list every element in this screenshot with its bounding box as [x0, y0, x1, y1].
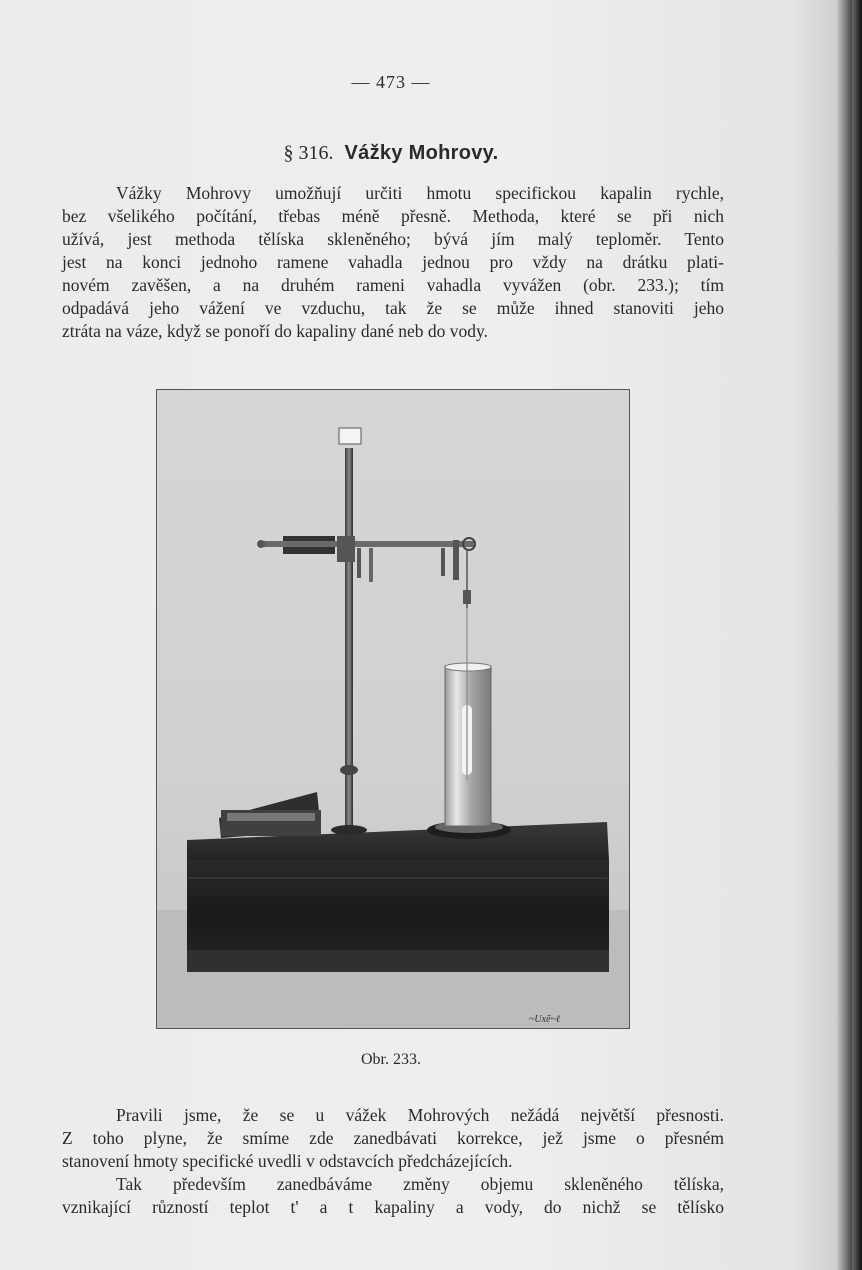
- paragraph-line: novém zavěšen, a na druhém rameni vahadla vyvážen (obr. 233.); tím: [62, 275, 724, 295]
- engraver-signature: ~Uxẽ~ℓ: [529, 1014, 561, 1025]
- paragraph-line: jest na konci jednoho ramene vahadla jednou pro vždy na drátku plati-: [62, 252, 724, 272]
- balance-beam: [261, 541, 475, 547]
- paragraph-line: Vážky Mohrovy umožňují určiti hmotu specifickou kapalin rychle,: [116, 183, 724, 203]
- figure-mohr-balance-photo: [156, 389, 630, 1029]
- paragraph-line: stanovení hmoty specifické uvedli v odstavcích předcházejících.: [62, 1151, 513, 1171]
- section-number: § 316.: [283, 142, 334, 164]
- paragraph-line: bez všelikého počítání, třebas méně přesně. Methoda, které se při nich: [62, 206, 724, 226]
- paragraph-line: vznikající růzností teplot t' a t kapaliny a vody, do nichž se tělísko: [62, 1197, 724, 1217]
- paragraph-1: [62, 182, 724, 343]
- paragraph-line: Pravili jsme, že se u vážek Mohrových nežádá největší přesnosti.: [116, 1105, 724, 1125]
- paragraph-line: užívá, jest methoda tělíska skleněného; bývá jím malý teploměr. Tento: [62, 229, 724, 249]
- mohr-balance-illustration: [157, 390, 629, 1028]
- paragraph-2: [62, 1104, 724, 1219]
- paragraph-line: ztráta na váze, když se ponoří do kapaliny dané neb do vody.: [62, 321, 489, 341]
- figure-caption: Obr. 233.: [361, 1051, 421, 1068]
- section-heading: [0, 142, 782, 165]
- section-title: Vážky Mohrovy.: [344, 142, 499, 164]
- scan-binding-edge: [852, 0, 862, 1270]
- paragraph-line: Tak především zanedbáváme změny objemu skleněného tělíska,: [116, 1174, 724, 1194]
- paragraph-line: odpadává jeho vážení ve vzduchu, tak že se může ihned stanoviti jeho: [62, 298, 724, 318]
- paragraph-line: Z toho plyne, že smíme zde zanedbávati korrekce, jež jsme o přesném: [62, 1128, 724, 1148]
- page-number: — 473 —: [351, 72, 431, 92]
